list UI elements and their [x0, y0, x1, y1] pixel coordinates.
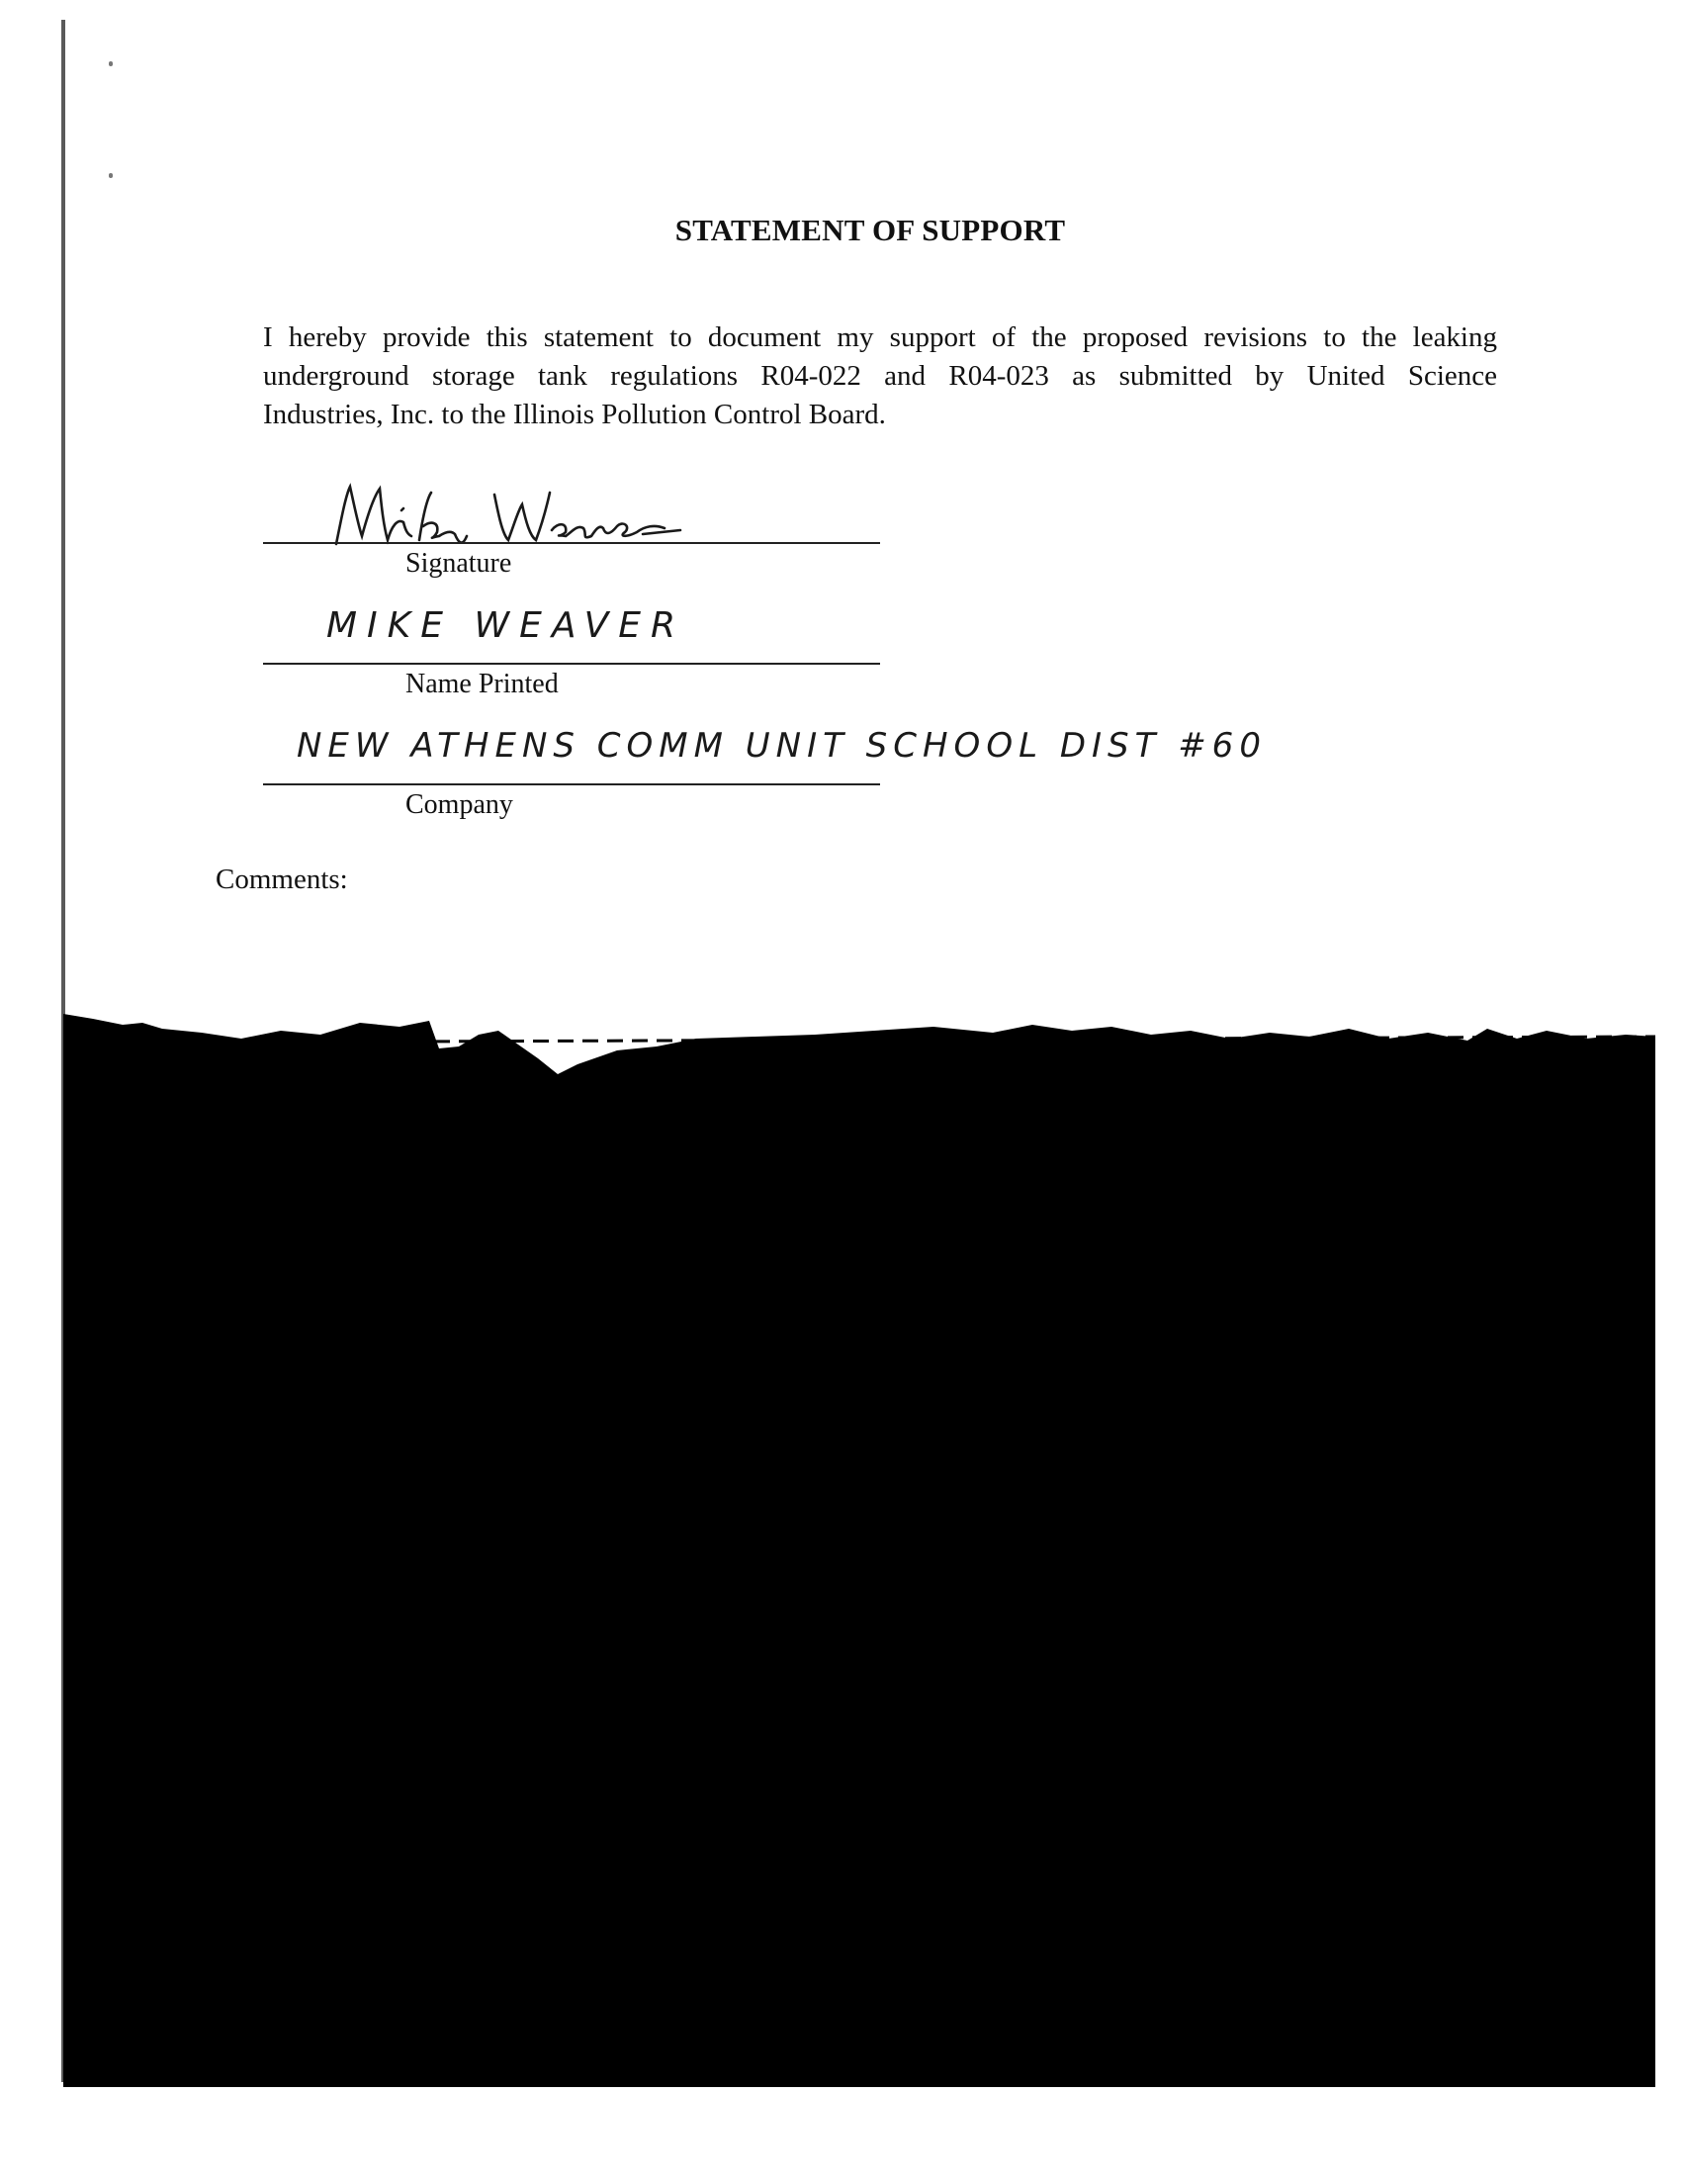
signature-label: Signature	[405, 548, 512, 579]
name-printed-label: Name Printed	[405, 669, 559, 699]
scan-speck	[109, 173, 113, 178]
statement-paragraph	[263, 318, 1497, 434]
handwritten-name: MIKE WEAVER	[326, 605, 686, 646]
comments-label: Comments:	[216, 864, 348, 895]
signature-line	[263, 542, 880, 544]
statement-line: Industries, Inc. to the Illinois Pollution Control Board.	[263, 399, 886, 430]
redaction-block	[63, 1009, 1655, 2087]
redaction-fill	[63, 1014, 1655, 2087]
company-label: Company	[405, 789, 513, 820]
name-printed-line	[263, 663, 880, 665]
statement-line: I hereby provide this statement to document my support of the proposed revisions to the leaking	[263, 321, 1497, 353]
handwritten-company: NEW ATHENS COMM UNIT SCHOOL DIST #60	[297, 726, 1267, 766]
statement-line: underground storage tank regulations R04-022 and R04-023 as submitted by United Science	[263, 360, 1497, 392]
company-line	[263, 783, 880, 785]
scan-speck	[109, 61, 113, 66]
document-title: STATEMENT OF SUPPORT	[674, 213, 1066, 247]
